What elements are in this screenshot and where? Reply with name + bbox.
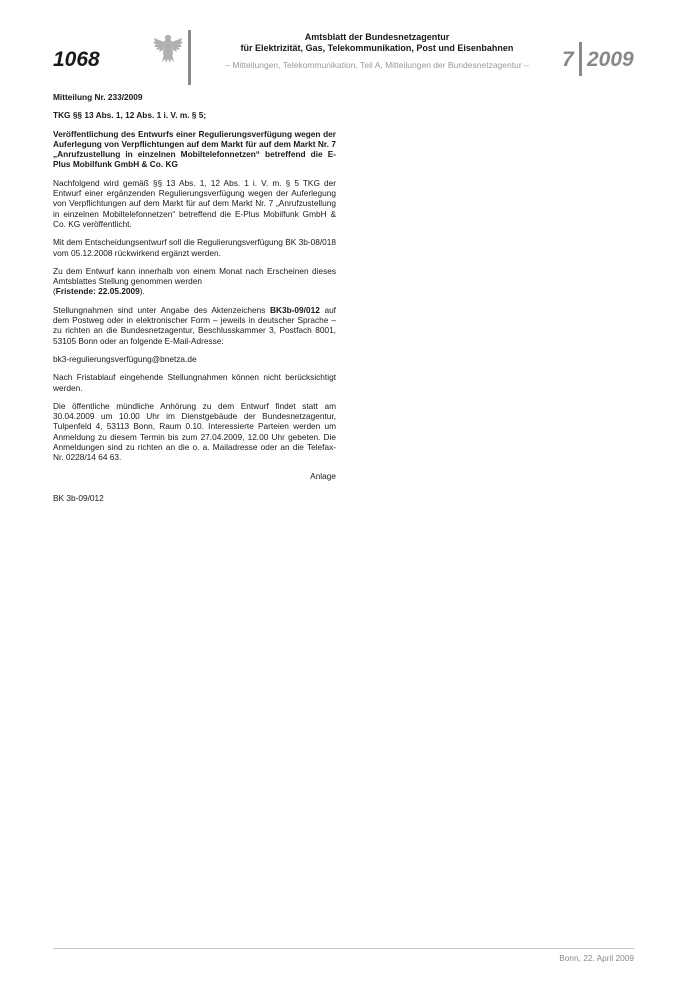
email-address: bk3-regulierungsverfügung@bnetza.de xyxy=(53,353,197,364)
file-reference: BK 3b-09/012 xyxy=(53,492,104,503)
legal-basis: TKG §§ 13 Abs. 1, 12 Abs. 1 i. V. m. § 5; xyxy=(53,110,207,121)
masthead-section: – Mitteilungen, Telekommunikation, Teil A, Mitteilungen der Bundesnetzagentur – xyxy=(225,60,529,70)
submission-text-post: auf dem Postweg oder in elektronischer Form – jeweils in deutscher Sprache – zu richten an die Bundesnetzagentur, Beschlusskammer 3, Postfach 8001, 53105 Bonn oder an folgende E-Mail-Adresse: xyxy=(53,304,336,346)
paragraph-late-submissions: Nach Fristablauf eingehende Stellungnahmen können nicht berücksichtigt werden. xyxy=(53,372,336,393)
deadline-text: Zu dem Entwurf kann innerhalb von einem Monat nach Erscheinen dieses Amtsblattes Stellung genommen werden xyxy=(53,265,336,287)
notice-body xyxy=(53,92,336,511)
file-reference-bold: BK3b-09/012 xyxy=(270,304,320,315)
paragraph-intro: Nachfolgend wird gemäß §§ 13 Abs. 1, 12 Abs. 1 i. V. m. § 5 TKG der Entwurf einer ergänzenden Regulierungsverfügung wegen der Auferlegung von Verpflichtungen auf dem Markt für auf dem Markt Nr. 7 „Anrufzustellung in einzelnen Mobiltelefonnetzen“ betreffend die E-Plus Mobilfunk GmbH & Co. KG veröffentlicht. xyxy=(53,177,336,229)
submission-text-pre: Stellungnahmen sind unter Angabe des Aktenzeichens xyxy=(53,304,270,315)
footer-place-date: Bonn, 22. April 2009 xyxy=(559,953,634,963)
issue-year: 2009 xyxy=(587,48,634,71)
deadline-paren-open: ( xyxy=(53,286,56,297)
paragraph-hearing: Die öffentliche mündliche Anhörung zu dem Entwurf findet statt am 30.04.2009 um 10.00 Uhr im Dienstgebäude der Bundesnetzagentur, Tulpenfeld 4, 53113 Bonn, Raum 0.10. Interessierte Parteien werden um Anmeldung zu diesem Termin bis zum 27.04.2009, 12.00 Uhr gebeten. Die Anmeldungen sind zu richten an die o. a. Mailadresse oder an die Telefax-Nr. 0228/14 64 63. xyxy=(53,400,336,463)
footer-divider xyxy=(53,948,634,949)
page-number: 1068 xyxy=(53,48,100,71)
issue-number: 7 xyxy=(562,48,574,71)
attachment-label: Anlage xyxy=(310,470,336,481)
masthead-subtitle: für Elektrizität, Gas, Telekommunikation, Post und Eisenbahnen xyxy=(240,43,514,53)
notice-heading: Veröffentlichung des Entwurfs einer Regulierungsverfügung wegen der Auferlegung von Verpflichtungen auf dem Markt für auf dem Markt Nr. 7 „Anrufzustellung in einzelnen Mobiltelefonnetzen“ betreffend die E-Plus Mobilfunk GmbH & Co. KG xyxy=(53,128,336,170)
paragraph-deadline xyxy=(53,266,336,297)
deadline-date: Fristende: 22.05.2009 xyxy=(55,286,140,297)
masthead-title: Amtsblatt der Bundesnetzagentur xyxy=(304,32,450,42)
masthead xyxy=(196,32,558,70)
federal-eagle-icon xyxy=(152,32,184,66)
deadline-paren-close: ). xyxy=(139,286,145,297)
header-divider-right xyxy=(579,42,582,76)
paragraph-purpose: Mit dem Entscheidungsentwurf soll die Regulierungsverfügung BK 3b-08/018 vom 05.12.2008 rückwirkend ergänzt werden. xyxy=(53,237,336,258)
notice-number: Mitteilung Nr. 233/2009 xyxy=(53,92,143,102)
paragraph-submission xyxy=(53,305,336,346)
header-divider-left xyxy=(188,30,191,85)
